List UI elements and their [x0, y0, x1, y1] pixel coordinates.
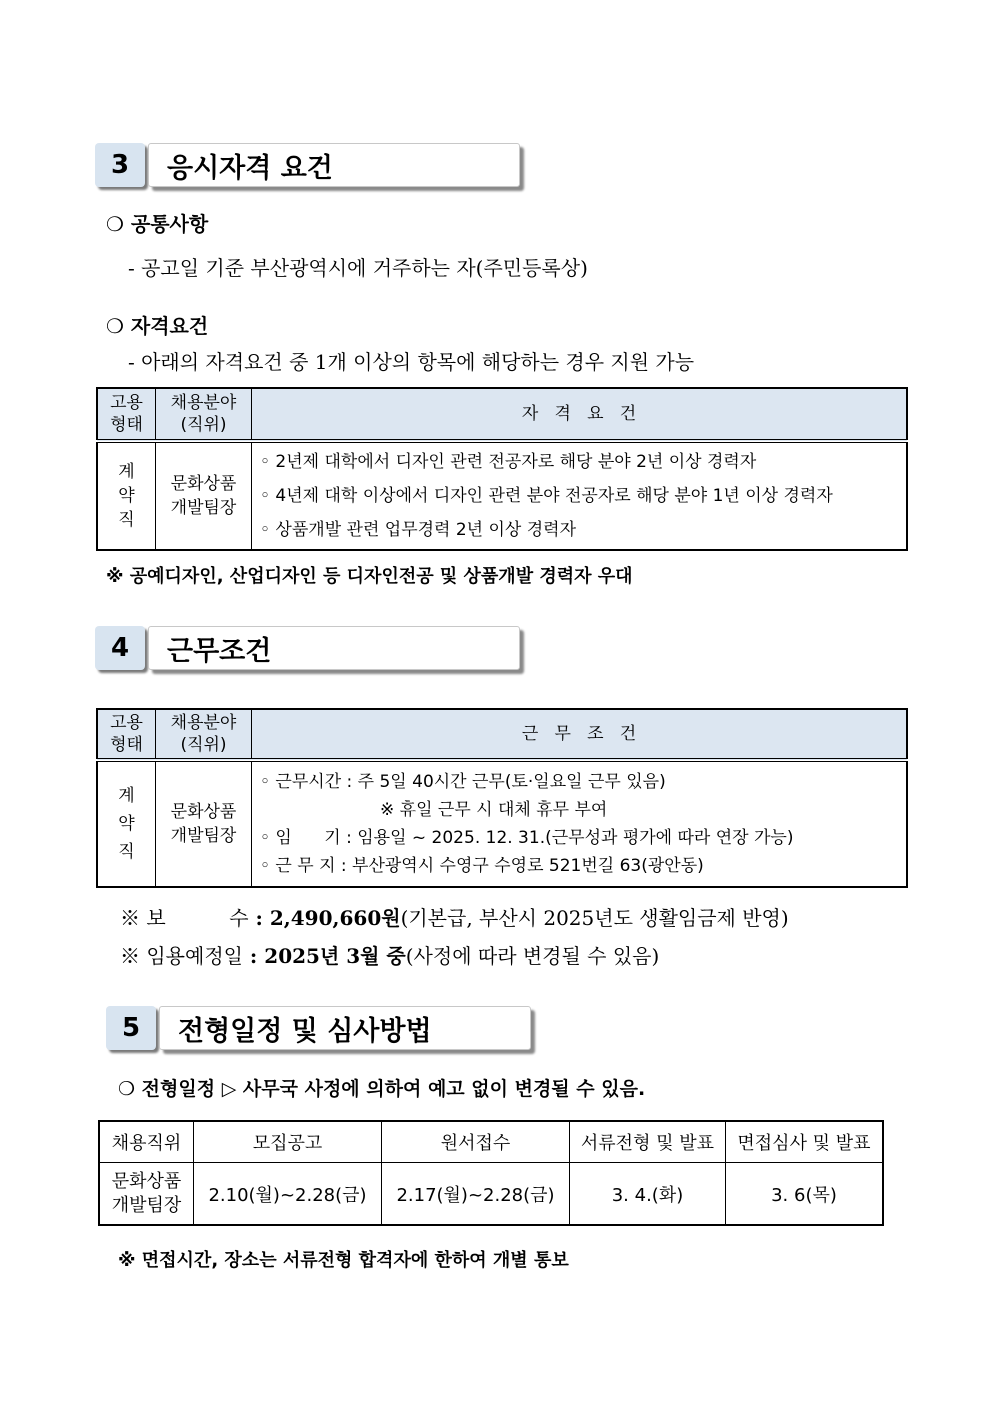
schedule-notice-cell: 2.10(월)~2.28(금) [194, 1163, 382, 1226]
header-employment-type [97, 388, 156, 441]
start-label: ※ 임용예정일 [120, 944, 243, 968]
qualification-heading: ❍ 자격요건 [106, 314, 209, 338]
schedule-header-interview: 면접심사 및 발표 [726, 1121, 884, 1163]
schedule-header-notice: 모집공고 [194, 1121, 382, 1163]
conditions-table [96, 708, 908, 888]
schedule-position-cell [99, 1163, 194, 1226]
start-value: 2025년 3월 중 [264, 944, 406, 968]
section3-note: ※ 공예디자인, 산업디자인 등 디자인전공 및 상품개발 경력자 우대 [106, 566, 633, 587]
condition-subnote: ※ 휴일 근무 시 대체 휴무 부여 [380, 800, 608, 820]
header-text: 채용분야 [170, 713, 237, 733]
position-cell [156, 760, 252, 887]
requirement-item: ◦ 4년제 대학 이상에서 디자인 관련 분야 전공자로 해당 분야 1년 이상 경력자 [260, 486, 833, 506]
section4-number: 4 [95, 626, 145, 670]
pay-detail: (기본급, 부산시 2025년도 생활임금제 반영) [400, 906, 789, 930]
cell-text: 문화상품 [111, 1170, 182, 1192]
condition-item: ◦ 임 기 : 임용일 ~ 2025. 12. 31.(근무성과 평가에 따라 연장 가능) [260, 828, 794, 848]
section5-note: ※ 면접시간, 장소는 서류전형 합격자에 한하여 개별 통보 [118, 1250, 569, 1271]
schedule-header-document: 서류전형 및 발표 [570, 1121, 726, 1163]
schedule-header-position: 채용직위 [99, 1121, 194, 1163]
pay-label: ※ 보 수 [120, 906, 249, 930]
requirement-item: ◦ 2년제 대학에서 디자인 관련 전공자로 해당 분야 2년 이상 경력자 [260, 452, 757, 472]
condition-item: ◦ 근무시간 : 주 5일 40시간 근무(토·일요일 근무 있음) [260, 772, 666, 792]
schedule-heading-note: ▷ 사무국 사정에 의하여 예고 없이 변경될 수 있음. [215, 1078, 646, 1100]
cell-text: 약 [118, 486, 135, 506]
header-text: 채용분야 [170, 393, 237, 413]
cell-text: 문화상품 [170, 802, 237, 822]
conditions-cell [252, 760, 908, 887]
schedule-document-cell: 3. 4.(화) [570, 1163, 726, 1226]
schedule-header-application: 원서접수 [382, 1121, 570, 1163]
header-position [156, 709, 252, 760]
header-position [156, 388, 252, 441]
position-cell [156, 441, 252, 550]
section5-number: 5 [106, 1006, 156, 1050]
cell-text: 계 [118, 786, 135, 806]
requirements-cell [252, 441, 908, 550]
header-text: 형태 [110, 415, 143, 435]
condition-item: ◦ 근 무 지 : 부산광역시 수영구 수영로 521번길 63(광안동) [260, 856, 704, 876]
cell-text: 개발팀장 [170, 826, 237, 846]
schedule-interview-cell: 3. 6(목) [726, 1163, 884, 1226]
requirement-item: ◦ 상품개발 관련 업무경력 2년 이상 경력자 [260, 520, 577, 540]
schedule-heading-line [118, 1074, 645, 1101]
qualification-line: - 아래의 자격요건 중 1개 이상의 항목에 해당하는 경우 지원 가능 [128, 350, 695, 374]
header-text: 형태 [110, 735, 143, 755]
section3-title: 응시자격 요건 [148, 143, 520, 187]
section5-title: 전형일정 및 심사방법 [159, 1006, 531, 1050]
cell-text: 직 [118, 510, 135, 530]
header-requirements: 자 격 요 건 [252, 388, 908, 441]
start-colon: : [242, 944, 265, 968]
schedule-table [98, 1120, 884, 1226]
cell-text: 개발팀장 [111, 1194, 182, 1216]
section3-number: 3 [95, 143, 145, 187]
cell-text: 직 [118, 842, 135, 862]
header-conditions: 근 무 조 건 [252, 709, 908, 760]
header-text: 고용 [110, 713, 143, 733]
cell-text: 약 [118, 814, 135, 834]
section4-title: 근무조건 [148, 626, 520, 670]
employment-type-cell [97, 760, 156, 887]
schedule-heading: ❍ 전형일정 [118, 1078, 216, 1100]
cell-text: 계 [118, 462, 135, 482]
qualification-table [96, 387, 908, 551]
start-detail: (사정에 따라 변경될 수 있음) [405, 944, 660, 968]
header-text: 고용 [110, 393, 143, 413]
start-line [120, 940, 659, 969]
header-text: (직위) [180, 735, 227, 755]
pay-colon: : [248, 906, 270, 930]
common-heading: ❍ 공통사항 [106, 212, 209, 236]
common-line: - 공고일 기준 부산광역시에 거주하는 자(주민등록상) [128, 256, 588, 280]
employment-type-cell [97, 441, 156, 550]
header-employment-type [97, 709, 156, 760]
schedule-application-cell: 2.17(월)~2.28(금) [382, 1163, 570, 1226]
pay-line [120, 902, 789, 931]
cell-text: 개발팀장 [170, 498, 237, 518]
pay-amount: 2,490,660원 [269, 906, 401, 930]
cell-text: 문화상품 [170, 474, 237, 494]
header-text: (직위) [180, 415, 227, 435]
